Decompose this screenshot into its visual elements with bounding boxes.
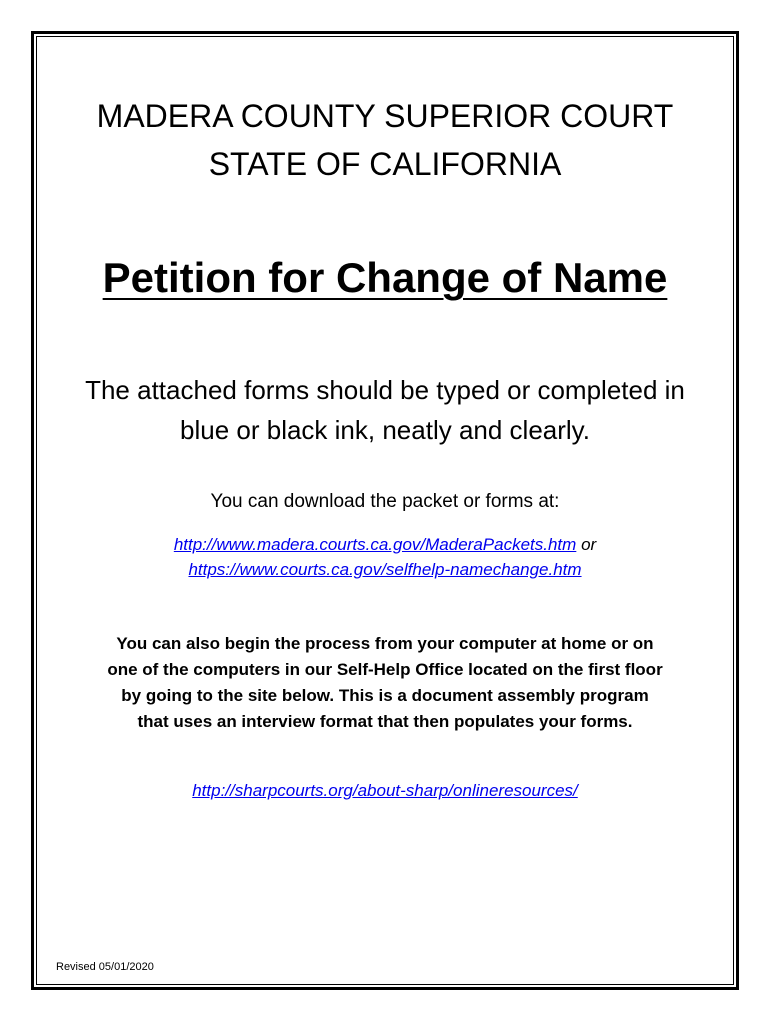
self-help-line-4: that uses an interview format that then populates your forms. (137, 712, 633, 731)
madera-packets-link[interactable]: http://www.madera.courts.ca.gov/MaderaPackets.htm (173, 535, 577, 554)
instructions-line-1: The attached forms should be typed or completed in (85, 375, 685, 405)
link-connector: or (581, 535, 597, 554)
page-title: Petition for Change of Name (102, 254, 668, 301)
courts-selfhelp-link[interactable]: https://www.courts.ca.gov/selfhelp-namechange.htm (188, 560, 582, 579)
instructions-line-2: blue or black ink, neatly and clearly. (180, 415, 590, 445)
court-name: MADERA COUNTY SUPERIOR COURT (96, 98, 674, 134)
sharp-link-row (0, 779, 770, 803)
self-help-line-1: You can also begin the process from your computer at home or on (116, 634, 654, 653)
self-help-line-3: by going to the site below. This is a document assembly program (121, 686, 649, 705)
download-links-row-1 (0, 533, 770, 557)
revised-date: Revised 05/01/2020 (56, 961, 154, 973)
download-intro: You can download the packet or forms at: (210, 491, 560, 512)
sharp-online-resources-link[interactable]: http://sharpcourts.org/about-sharp/onlineresources/ (192, 781, 578, 800)
self-help-line-2: one of the computers in our Self-Help Office located on the first floor (107, 660, 663, 679)
court-state: STATE OF CALIFORNIA (208, 146, 562, 182)
download-links-row-2 (0, 558, 770, 582)
